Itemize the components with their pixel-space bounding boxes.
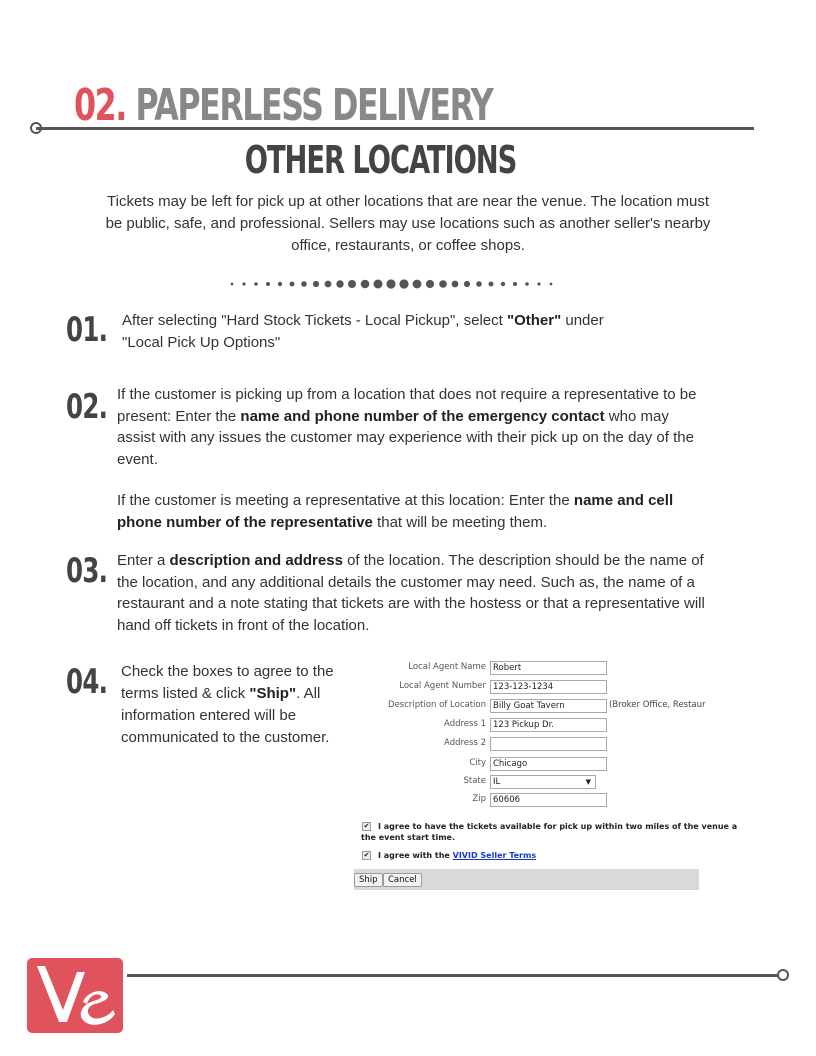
intro-paragraph: Tickets may be left for pick up at other locations that are near the venue. The location must be public, safe, and professional. Sellers may use locations such as another seller's nearby office, restaurants, or coffee shops. [105,193,711,254]
step-04-text-part: Check the boxes to agree to the terms listed & click [121,663,334,702]
page-subtitle [0,138,762,182]
step-02-paragraph-1 [117,384,697,470]
form-row-address-2 [354,737,699,754]
step-02-text-part: If the customer is meeting a representative at this location: Enter the [117,492,574,509]
form-row-local-agent-name [354,661,699,678]
agree-terms-row [362,851,536,860]
address-1-input[interactable]: 123 Pickup Dr. [490,718,607,732]
agree-distance-row [362,822,737,831]
address-2-input[interactable] [490,737,607,751]
footer-line-endpoint [777,969,789,981]
form-row-zip [354,793,699,810]
step-number-02: 02. [66,387,108,427]
city-input[interactable]: Chicago [490,757,607,771]
agree-distance-text: I agree to have the tickets available for pick up within two miles of the venue a [378,822,738,831]
agree-distance-row-continued: the event start time. [361,833,456,842]
step-02-bold: name and phone number of the emergency contact [240,407,605,425]
agree-terms-text: I agree with the [378,851,453,860]
local-agent-name-label: Local Agent Name [408,662,486,672]
step-03-text-part: of the location. The description should be the name of the location, and any additional details the customer may need. Such as, the name of a restaurant and a note stating that tickets are with the hostess or that a representative will hand off tickets in front of the location. [117,552,705,634]
state-select[interactable] [490,775,596,789]
city-label: City [469,758,486,768]
form-row-city [354,757,699,774]
page-subtitle-text: OTHER LOCATIONS [245,138,517,182]
step-04-text [121,661,353,749]
dotted-separator [225,276,560,292]
ship-button[interactable]: Ship [354,873,383,887]
vs-logo [27,958,123,1033]
step-03-bold: description and address [169,552,343,569]
section-number: 02. [74,80,126,131]
step-01-bold: "Other" [506,312,562,329]
step-02-paragraph-2 [117,490,677,533]
form-row-address-1 [354,718,699,735]
step-04-text-part: . All information entered will be communicated to the customer. [121,685,330,746]
dropdown-arrow-icon: ▼ [585,778,591,786]
state-select-value: IL [493,777,501,787]
agree-distance-checkbox[interactable]: ✔ [363,822,370,830]
form-row-state [354,775,699,792]
step-02-bold: name and cell phone number of the representative [117,492,674,531]
section-title [74,80,492,131]
state-label: State [463,776,486,786]
step-03-text [117,550,722,636]
step-number-03: 03. [66,551,108,591]
step-02-text-part: who may assist with any issues the customer may experience with their pick up on the day of the event. [117,407,694,468]
step-04-bold: "Ship" [249,685,297,702]
step-number-01: 01. [66,310,108,350]
step-01-text-part: under "Local Pick Up Options" [122,312,604,351]
local-agent-number-input[interactable]: 123-123-1234 [490,680,607,694]
address-1-label: Address 1 [444,719,486,729]
form-row-local-agent-number [354,680,699,697]
form-row-description [354,699,706,716]
zip-label: Zip [472,794,486,804]
zip-input[interactable]: 60606 [490,793,607,807]
footer-rule [127,974,779,977]
step-02-text-part: If the customer is picking up from a location that does not require a representative to be present: Enter the [117,386,697,425]
form-button-bar [354,869,699,890]
step-02-text-part: that will be meeting them. [372,513,548,531]
local-agent-name-input[interactable]: Robert [490,661,607,675]
seller-terms-link[interactable]: VIVID Seller Terms [452,851,537,860]
section-title-text: PAPERLESS DELIVERY [135,80,493,131]
address-2-label: Address 2 [444,738,486,748]
description-label: Description of Location [388,700,486,710]
local-agent-number-label: Local Agent Number [399,681,486,691]
description-input[interactable]: Billy Goat Tavern [490,699,607,713]
step-01-text [122,310,642,353]
local-pickup-form-screenshot [354,660,738,890]
vs-logo-mark-icon [27,958,123,1033]
step-01-text-part: After selecting "Hard Stock Tickets - Local Pickup", select [122,312,507,329]
agree-terms-checkbox[interactable]: ✔ [363,851,370,859]
step-02-text [117,384,697,533]
description-hint: (Broker Office, Restaur [609,700,706,710]
step-03-text-part: Enter a [117,552,170,569]
step-number-04: 04. [66,662,108,702]
cancel-button[interactable]: Cancel [383,873,422,887]
